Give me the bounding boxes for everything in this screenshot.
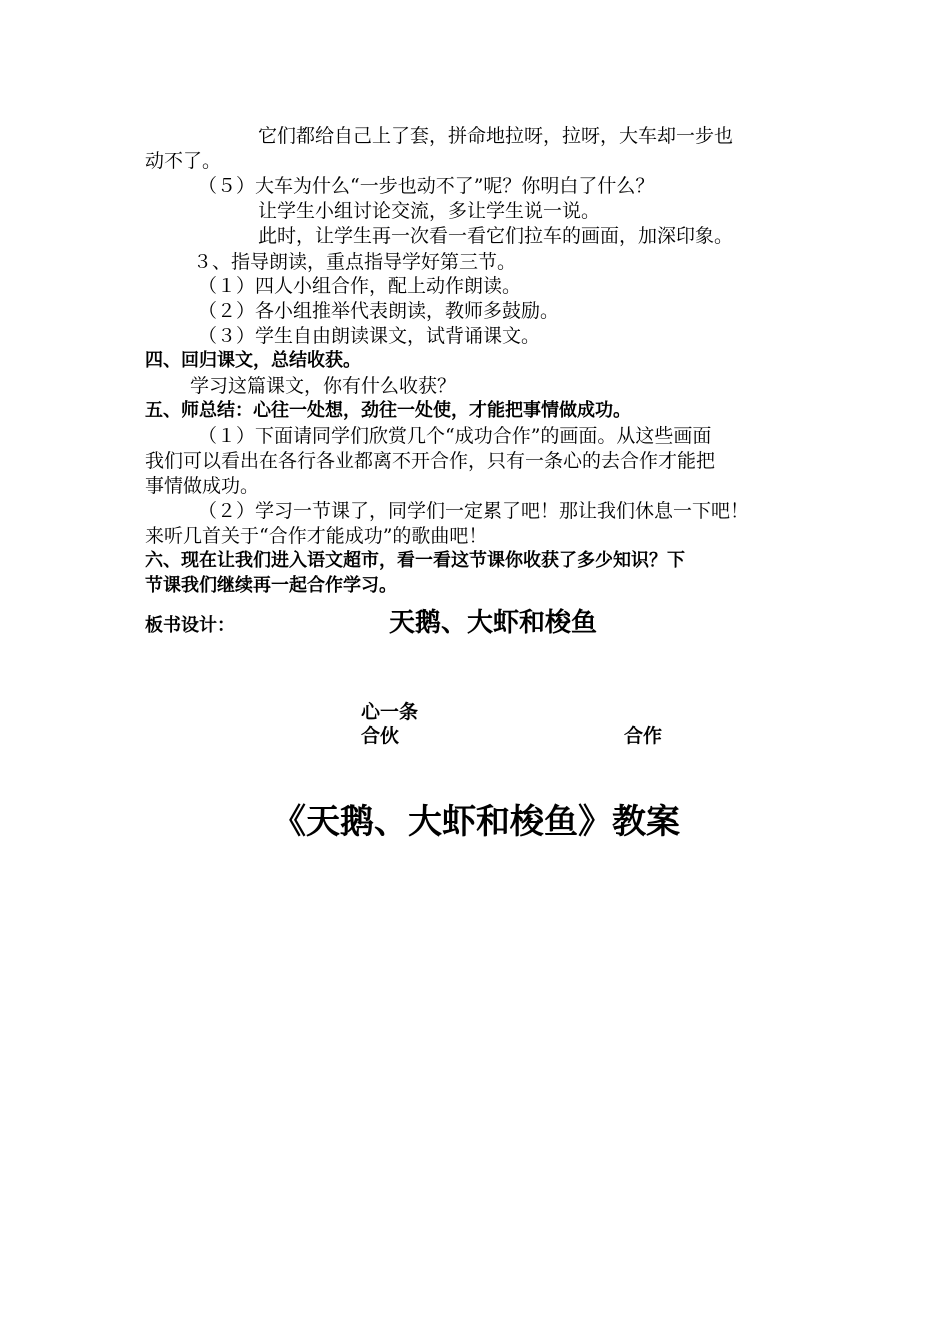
section-heading: 节课我们继续再一起合作学习。 bbox=[145, 575, 397, 596]
text-line: 我们可以看出在各行各业都离不开合作，只有一条心的去合作才能把 bbox=[145, 450, 716, 472]
board-word: 合伙 bbox=[361, 725, 400, 747]
lesson-plan-title: 《天鹅、大虾和梭鱼》教案 bbox=[272, 802, 680, 842]
section-heading: 五、师总结：心往一处想，劲往一处使，才能把事情做成功。 bbox=[145, 400, 631, 421]
text-line: ３、指导朗读，重点指导学好第三节。 bbox=[193, 251, 517, 273]
text-line: （１）四人小组合作，配上动作朗读。 bbox=[198, 275, 522, 297]
text-line: 学习这篇课文，你有什么收获？ bbox=[190, 375, 457, 397]
board-word: 合作 bbox=[624, 725, 663, 747]
text-line: （２）学习一节课了，同学们一定累了吧！那让我们休息一下吧！ bbox=[198, 500, 750, 522]
text-line: （５）大车为什么“一步也动不了”呢？你明白了什么？ bbox=[198, 175, 655, 197]
text-line: 动不了。 bbox=[145, 150, 222, 172]
section-heading: 四、回归课文，总结收获。 bbox=[145, 350, 361, 371]
text-line: （２）各小组推举代表朗读，教师多鼓励。 bbox=[198, 300, 560, 322]
text-line: （１）下面请同学们欣赏几个“成功合作”的画面。从这些画面 bbox=[198, 425, 712, 447]
text-line: 此时，让学生再一次看一看它们拉车的画面，加深印象。 bbox=[258, 225, 734, 247]
text-line: 它们都给自己上了套，拼命地拉呀，拉呀，大车却一步也 bbox=[258, 125, 734, 147]
text-line: 事情做成功。 bbox=[145, 475, 260, 497]
board-design-label: 板书设计： bbox=[145, 615, 235, 636]
text-line: （３）学生自由朗读课文，试背诵课文。 bbox=[198, 325, 541, 347]
board-title: 天鹅、大虾和梭鱼 bbox=[389, 608, 598, 638]
board-word: 心一条 bbox=[361, 701, 419, 723]
text-line: 来听几首关于“合作才能成功”的歌曲吧！ bbox=[145, 525, 488, 547]
text-line: 让学生小组讨论交流，多让学生说一说。 bbox=[258, 200, 601, 222]
section-heading: 六、现在让我们进入语文超市，看一看这节课你收获了多少知识？下 bbox=[145, 550, 685, 571]
